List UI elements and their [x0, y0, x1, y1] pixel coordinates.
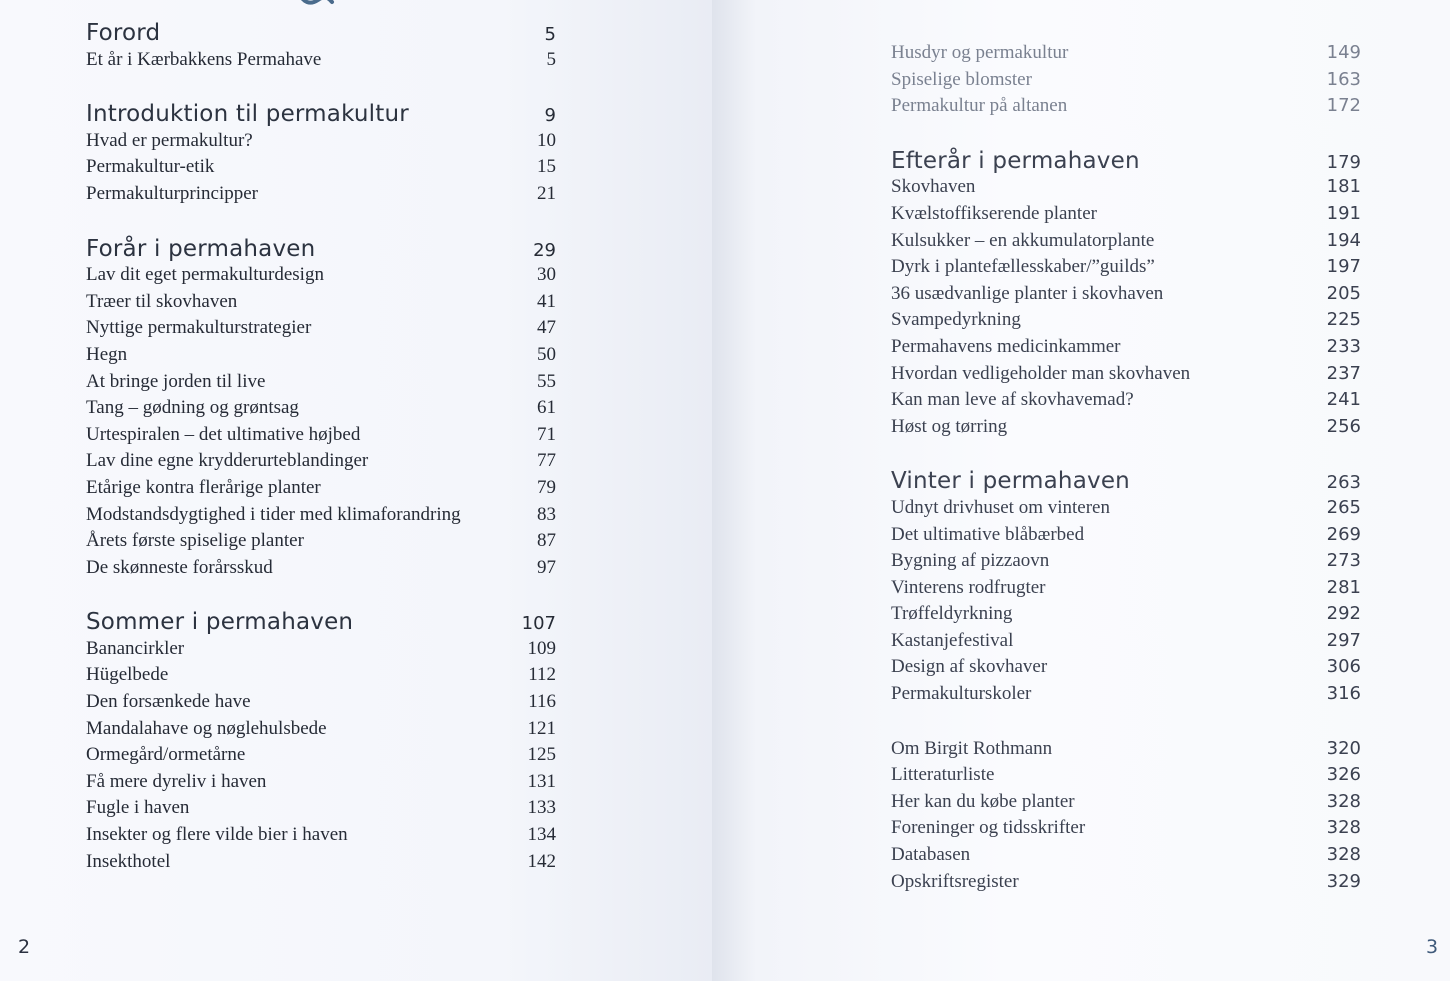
toc-heading-title: Efterår i permahaven: [891, 147, 1140, 174]
toc-entry-title: Etårige kontra flerårige planter: [86, 476, 321, 498]
toc-heading-page-number: 107: [521, 613, 556, 635]
toc-entry-page-number: 83: [537, 503, 556, 525]
toc-entry-title: Kulsukker – en akkumulatorplante: [891, 229, 1155, 251]
toc-entry-page-number: 320: [1326, 737, 1361, 759]
toc-entry[interactable]: [86, 795, 556, 822]
toc-heading-title: Vinter i permahaven: [891, 468, 1130, 495]
toc-entry[interactable]: [891, 307, 1361, 334]
toc-entry[interactable]: [86, 448, 556, 475]
toc-entry-page-number: 10: [537, 129, 556, 151]
toc-entry-page-number: 30: [537, 264, 556, 286]
toc-heading-title: Sommer i permahaven: [86, 609, 354, 636]
toc-entry-page-number: 79: [537, 476, 556, 498]
toc-entry-title: Modstandsdygtighed i tider med klimaforandring: [86, 503, 461, 525]
toc-entry[interactable]: [891, 67, 1361, 94]
toc-entry-page-number: 133: [527, 797, 556, 819]
toc-entry-title: Banancirkler: [86, 637, 185, 659]
toc-entry-title: Permakulturskoler: [891, 683, 1032, 705]
toc-entry-page-number: 112: [528, 664, 556, 686]
toc-entry[interactable]: [86, 422, 556, 449]
toc-entry-title: Om Birgit Rothmann: [891, 737, 1053, 759]
toc-entry[interactable]: [86, 315, 556, 342]
table-of-contents-right: [891, 40, 1361, 895]
toc-entry[interactable]: [891, 654, 1361, 681]
toc-heading[interactable]: [891, 468, 1361, 495]
toc-entry[interactable]: [86, 689, 556, 716]
toc-heading[interactable]: [86, 20, 556, 47]
toc-entry-title: Nyttige permakulturstrategier: [86, 317, 312, 339]
toc-entry-title: Lav dine egne krydderurteblandinger: [86, 450, 369, 472]
toc-entry[interactable]: [86, 555, 556, 582]
toc-entry[interactable]: [86, 262, 556, 289]
toc-heading[interactable]: [86, 609, 556, 636]
toc-entry-title: Et år i Kærbakkens Permahave: [86, 48, 322, 70]
toc-entry-page-number: 50: [537, 343, 556, 365]
page-number-right: 3: [1426, 936, 1439, 958]
toc-entry[interactable]: [891, 93, 1361, 120]
toc-entry[interactable]: [891, 681, 1361, 708]
toc-entry-page-number: 329: [1326, 870, 1361, 892]
toc-entry-title: Spiselige blomster: [891, 68, 1032, 90]
toc-entry-title: Dyrk i plantefællesskaber/”guilds”: [891, 256, 1155, 278]
toc-section: [891, 148, 1361, 441]
toc-entry[interactable]: [891, 869, 1361, 896]
toc-entry[interactable]: [86, 822, 556, 849]
toc-heading-page-number: 263: [1326, 472, 1361, 494]
toc-entry-page-number: 116: [528, 691, 556, 713]
toc-entry-page-number: 225: [1326, 309, 1361, 331]
toc-entry-title: Permakultur-etik: [86, 156, 215, 178]
toc-section: [891, 468, 1361, 707]
toc-entry-title: Opskriftsregister: [891, 870, 1019, 892]
toc-entry-title: Design af skovhaver: [891, 656, 1048, 678]
toc-entry[interactable]: [86, 47, 556, 74]
toc-heading-page-number: 29: [533, 239, 556, 261]
toc-entry-page-number: 97: [537, 556, 556, 578]
toc-entry-title: Foreninger og tidsskrifter: [891, 817, 1086, 839]
toc-entry-title: Permahavens medicinkammer: [891, 335, 1121, 357]
toc-entry-title: Vinterens rodfrugter: [891, 576, 1046, 598]
toc-entry-page-number: 61: [537, 397, 556, 419]
toc-entry-page-number: 326: [1326, 764, 1361, 786]
toc-entry[interactable]: [86, 636, 556, 663]
section-spacer: [86, 73, 556, 101]
toc-entry-title: Svampedyrkning: [891, 309, 1021, 331]
toc-entry-title: Hvordan vedligeholder man skovhaven: [891, 362, 1191, 384]
toc-entry-title: Insekter og flere vilde bier i haven: [86, 824, 348, 846]
toc-entry-page-number: 172: [1326, 95, 1361, 117]
toc-entry[interactable]: [891, 842, 1361, 869]
toc-entry[interactable]: [891, 575, 1361, 602]
toc-entry-page-number: 125: [527, 744, 556, 766]
toc-heading-page-number: 5: [544, 24, 556, 45]
toc-entry-page-number: 149: [1326, 42, 1361, 63]
toc-entry-page-number: 142: [527, 850, 556, 872]
toc-entry-title: Permakultur på altanen: [891, 95, 1068, 117]
toc-entry-page-number: 77: [537, 450, 556, 472]
toc-entry[interactable]: [891, 548, 1361, 575]
toc-heading[interactable]: [86, 101, 556, 128]
toc-entry[interactable]: [891, 628, 1361, 655]
toc-entry[interactable]: [891, 495, 1361, 522]
toc-entry[interactable]: [86, 128, 556, 155]
toc-entry[interactable]: [86, 716, 556, 743]
table-of-contents-left: [86, 20, 556, 875]
toc-entry-page-number: 131: [527, 770, 556, 792]
toc-entry[interactable]: [86, 342, 556, 369]
toc-entry[interactable]: [86, 742, 556, 769]
toc-entry-page-number: 205: [1326, 282, 1361, 304]
toc-entry-title: Insekthotel: [86, 850, 171, 872]
toc-entry-page-number: 328: [1326, 817, 1361, 839]
toc-entry-page-number: 55: [537, 370, 556, 392]
toc-entry-page-number: 328: [1326, 844, 1361, 866]
toc-entry[interactable]: [891, 174, 1361, 201]
toc-entry-page-number: 163: [1326, 68, 1361, 90]
section-spacer: [86, 208, 556, 236]
toc-entry-page-number: 281: [1326, 576, 1361, 598]
toc-entry-title: Få mere dyreliv i haven: [86, 770, 267, 792]
toc-entry-title: Litteraturliste: [891, 764, 995, 786]
toc-entry[interactable]: [86, 369, 556, 396]
toc-entry[interactable]: [891, 361, 1361, 388]
toc-entry-title: Kan man leve af skovhavemad?: [891, 389, 1134, 411]
toc-section: [86, 101, 556, 207]
toc-entry-page-number: 256: [1326, 415, 1361, 437]
toc-entry[interactable]: [891, 281, 1361, 308]
toc-entry-page-number: 273: [1326, 550, 1361, 572]
toc-heading[interactable]: [86, 236, 556, 263]
toc-heading[interactable]: [891, 148, 1361, 175]
toc-entry-title: At bringe jorden til live: [86, 370, 266, 392]
toc-section: [86, 20, 556, 73]
toc-entry-page-number: 306: [1326, 656, 1361, 678]
toc-entry-page-number: 233: [1326, 335, 1361, 357]
toc-entry-page-number: 134: [527, 824, 556, 846]
toc-entry-title: Databasen: [891, 844, 971, 866]
toc-entry[interactable]: [891, 414, 1361, 441]
toc-entry-title: Husdyr og permakultur: [891, 42, 1069, 63]
toc-entry[interactable]: [86, 849, 556, 876]
toc-entry-title: Hügelbede: [86, 664, 169, 686]
toc-entry[interactable]: [891, 228, 1361, 255]
toc-entry-title: Årets første spiselige planter: [86, 530, 304, 552]
toc-entry-title: Hegn: [86, 343, 128, 365]
toc-entry[interactable]: [891, 334, 1361, 361]
toc-section: [86, 609, 556, 875]
toc-entry[interactable]: [891, 815, 1361, 842]
toc-heading-title: Forår i permahaven: [86, 235, 316, 262]
toc-entry-title: Her kan du købe planter: [891, 790, 1075, 812]
toc-entry-page-number: 109: [527, 637, 556, 659]
toc-entry[interactable]: [86, 154, 556, 181]
toc-entry-page-number: 265: [1326, 496, 1361, 518]
toc-entry[interactable]: [86, 769, 556, 796]
toc-entry-page-number: 15: [537, 156, 556, 178]
toc-heading-page-number: 9: [544, 105, 556, 127]
toc-entry[interactable]: [891, 254, 1361, 281]
toc-entry-title: Udnyt drivhuset om vinteren: [891, 496, 1110, 518]
toc-entry-page-number: 241: [1326, 389, 1361, 411]
toc-entry-page-number: 87: [537, 530, 556, 552]
toc-heading-page-number: 179: [1326, 151, 1361, 173]
toc-entry[interactable]: [891, 762, 1361, 789]
toc-entry-page-number: 269: [1326, 523, 1361, 545]
toc-entry[interactable]: [891, 736, 1361, 763]
toc-entry-title: Fugle i haven: [86, 797, 190, 819]
toc-entry[interactable]: [891, 601, 1361, 628]
toc-entry-title: Trøffeldyrkning: [891, 603, 1013, 625]
toc-entry-title: Bygning af pizzaovn: [891, 550, 1050, 572]
toc-entry[interactable]: [891, 40, 1361, 67]
toc-entry[interactable]: [891, 789, 1361, 816]
toc-entry-title: Den forsænkede have: [86, 691, 251, 713]
toc-entry-page-number: 41: [537, 290, 556, 312]
toc-entry-title: Høst og tørring: [891, 415, 1008, 437]
toc-entry-page-number: 5: [546, 48, 556, 70]
toc-entry-title: Skovhaven: [891, 176, 976, 198]
toc-heading-title: Introduktion til permakultur: [86, 101, 409, 128]
toc-entry-page-number: 237: [1326, 362, 1361, 384]
toc-entry[interactable]: [86, 181, 556, 208]
toc-entry[interactable]: [86, 528, 556, 555]
toc-entry-page-number: 21: [537, 182, 556, 204]
toc-entry-title: Tang – gødning og grøntsag: [86, 397, 299, 419]
toc-entry-title: Træer til skovhaven: [86, 290, 238, 312]
toc-entry[interactable]: [891, 201, 1361, 228]
toc-entry-title: Permakulturprincipper: [86, 182, 259, 204]
toc-entry-page-number: 71: [537, 423, 556, 445]
toc-entry-page-number: 292: [1326, 603, 1361, 625]
toc-entry-title: De skønneste forårsskud: [86, 556, 273, 578]
toc-entry-title: Mandalahave og nøglehulsbede: [86, 717, 327, 739]
toc-entry-title: Lav dit eget permakulturdesign: [86, 264, 324, 286]
toc-heading-title: Forord: [86, 20, 161, 46]
section-spacer: [86, 581, 556, 609]
toc-entry-page-number: 297: [1326, 629, 1361, 651]
section-spacer: [891, 708, 1361, 736]
toc-entry-page-number: 328: [1326, 790, 1361, 812]
section-spacer: [891, 440, 1361, 468]
toc-entry-title: Ormegård/ormetårne: [86, 744, 246, 766]
toc-entry-title: Kvælstoffikserende planter: [891, 202, 1097, 224]
toc-entry-title: Det ultimative blåbærbed: [891, 523, 1085, 545]
toc-section: [891, 736, 1361, 896]
toc-entry[interactable]: [891, 522, 1361, 549]
toc-entry-page-number: 316: [1326, 683, 1361, 705]
toc-entry-page-number: 194: [1326, 229, 1361, 251]
toc-entry-page-number: 47: [537, 317, 556, 339]
toc-entry[interactable]: [86, 475, 556, 502]
toc-entry-page-number: 191: [1326, 202, 1361, 224]
toc-entry-title: Urtespiralen – det ultimative højbed: [86, 423, 361, 445]
toc-entry-page-number: 121: [527, 717, 556, 739]
toc-entry[interactable]: [891, 387, 1361, 414]
section-spacer: [891, 120, 1361, 148]
toc-entry[interactable]: [86, 502, 556, 529]
toc-entry-title: Kastanjefestival: [891, 629, 1014, 651]
toc-entry-page-number: 181: [1326, 176, 1361, 198]
toc-section: [891, 40, 1361, 120]
toc-entry[interactable]: [86, 289, 556, 316]
toc-entry-title: Hvad er permakultur?: [86, 129, 253, 151]
page-number-left: 2: [18, 936, 31, 958]
toc-entry-page-number: 197: [1326, 256, 1361, 278]
toc-section: [86, 236, 556, 582]
toc-entry[interactable]: [86, 662, 556, 689]
toc-entry[interactable]: [86, 395, 556, 422]
toc-entry-title: 36 usædvanlige planter i skovhaven: [891, 282, 1164, 304]
ornament-icon: [292, 0, 338, 8]
